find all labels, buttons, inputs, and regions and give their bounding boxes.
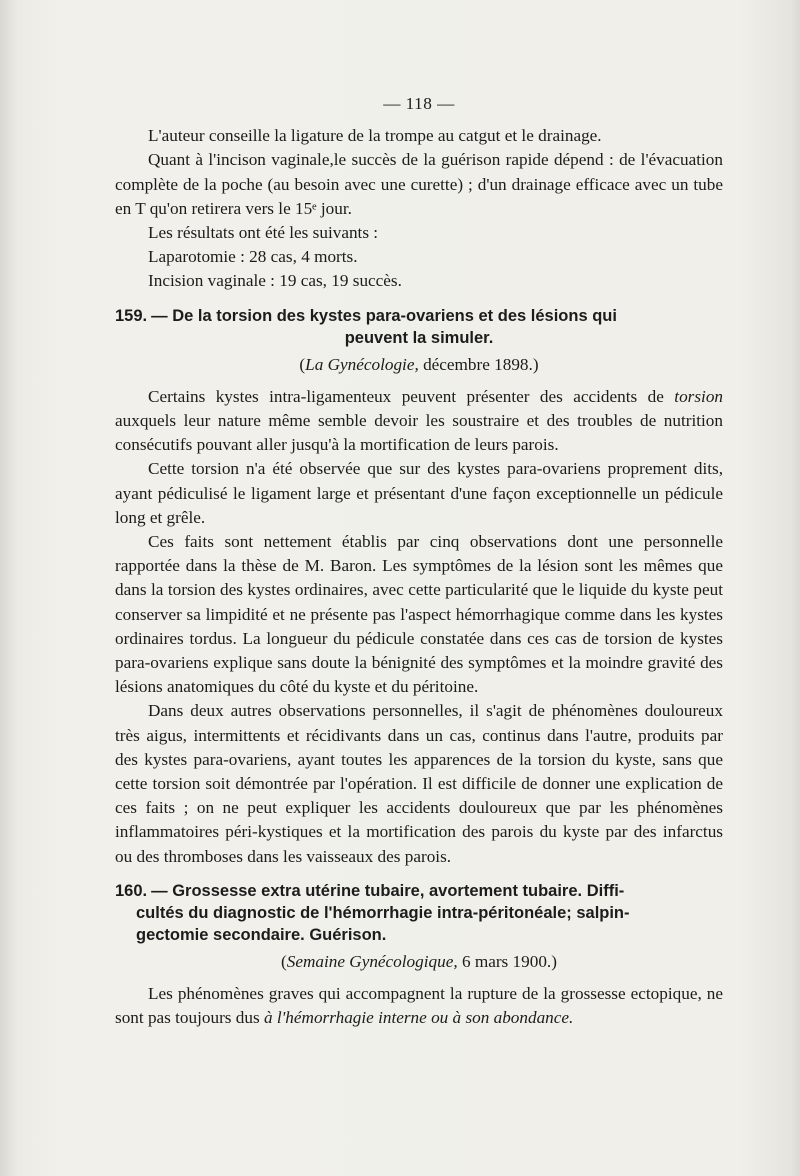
section-159-paragraph-3: Ces faits sont nettement établis par cinq observations dont une personnelle rapportée dans la thèse de M. Baron. Les symptômes de la lésion sont les mêmes que dans la torsion des kystes ordinaires, avec cette particularité que le liquide du kyste peut conserver sa limpidité et ne présente pas l'aspect hémorrhagique comme dans les kystes ordinaires tordus. La longueur du pédicule constatée dans ces cas de torsion de kystes para-ovariens explique sans doute la bénignité des symptômes et la moindre gravité des lésions anatomiques du côté du kyste et du péritoine.	[115, 532, 723, 697]
section-160-source: (Semaine Gynécologique, 6 mars 1900.)	[281, 951, 557, 971]
section-159-title-line2: peuvent la simuler.	[344, 328, 494, 347]
section-160-p1-italic: à l'hémorrhagie interne ou à son abondance.	[263, 1008, 574, 1028]
page-number: — 118 —	[383, 94, 455, 113]
section-159-number: 159.	[115, 306, 148, 325]
section-160-journal: Semaine Gynécologique,	[286, 951, 458, 971]
section-159-paragraph-4: Dans deux autres observations personnelles, il s'agit de phénomènes douloureux très aigus, intermittents et récidivants dans un cas, continus dans l'autre, produits par des kystes para-ovariens, ayant toutes les apparences de la torsion du kyste, sans que cette torsion soit démontrée par l'opération. Il est difficile de donner une explication de ces faits ; on ne peut expliquer les accidents douloureux que par les phénomènes inflammatoires péri-kystiques et la mortification des parois du kyste par des infarctus ou des thromboses dans les vaisseaux des parois.	[115, 701, 723, 866]
section-159-heading	[115, 305, 723, 349]
section-159-p1-text-end: auxquels leur nature même semble devoir les soustraire et des troubles de nutrition consécutifs pouvant aller jusqu'à la mortification de leurs parois.	[115, 411, 723, 455]
results-list	[115, 221, 723, 294]
section-160-title-line2: cultés du diagnostic de l'hémorrhagie intra-péritonéale; salpin-	[136, 903, 630, 922]
section-159-p1-italic: torsion	[674, 386, 724, 406]
section-159-paragraph-2: Cette torsion n'a été observée que sur des kystes para-ovariens proprement dits, ayant pédiculisé le ligament large et présentant d'une façon exceptionnelle un pédicule long et grêle.	[115, 459, 723, 527]
result-incision-vaginale: Incision vaginale : 19 cas, 19 succès.	[148, 271, 402, 291]
page-content	[115, 92, 723, 1031]
section-159-source: (La Gynécologie, décembre 1898.)	[299, 354, 539, 374]
section-160-number: 160.	[115, 881, 148, 900]
section-160-paragraph-1	[115, 982, 723, 1030]
section-160-title-line3: gectomie secondaire. Guérison.	[136, 925, 387, 944]
section-160-title-line1: — Grossesse extra utérine tubaire, avortement tubaire. Diffi-	[151, 881, 625, 900]
section-159-p1-text: Certains kystes intra-ligamenteux peuvent présenter des accidents de	[148, 386, 664, 406]
section-160-heading	[115, 880, 723, 946]
section-159-journal: La Gynécologie,	[305, 354, 419, 374]
intro-paragraph-1: L'auteur conseille la ligature de la trompe au catgut et le drainage.	[148, 126, 602, 146]
result-laparotomie: Laparotomie : 28 cas, 4 morts.	[148, 247, 358, 267]
intro-paragraph-2: Quant à l'incison vaginale,le succès de la guérison rapide dépend : de l'évacuation complète de la poche (au besoin avec une curette) ; d'un drainage efficace avec un tube en T qu'on retirera vers le 15ᵉ jour.	[115, 150, 723, 218]
section-160-p1-text: Les phénomènes graves qui accompagnent la rupture de la grossesse ectopique, ne sont pas toujours dus	[115, 984, 723, 1028]
section-160-date: 6 mars 1900.	[461, 951, 552, 971]
section-159-paragraph-1	[115, 385, 723, 458]
results-title: Les résultats ont été les suivants :	[148, 223, 379, 243]
section-159-date: décembre 1898.	[423, 354, 533, 374]
section-159-title-line1: — De la torsion des kystes para-ovariens et des lésions qui	[151, 306, 617, 325]
